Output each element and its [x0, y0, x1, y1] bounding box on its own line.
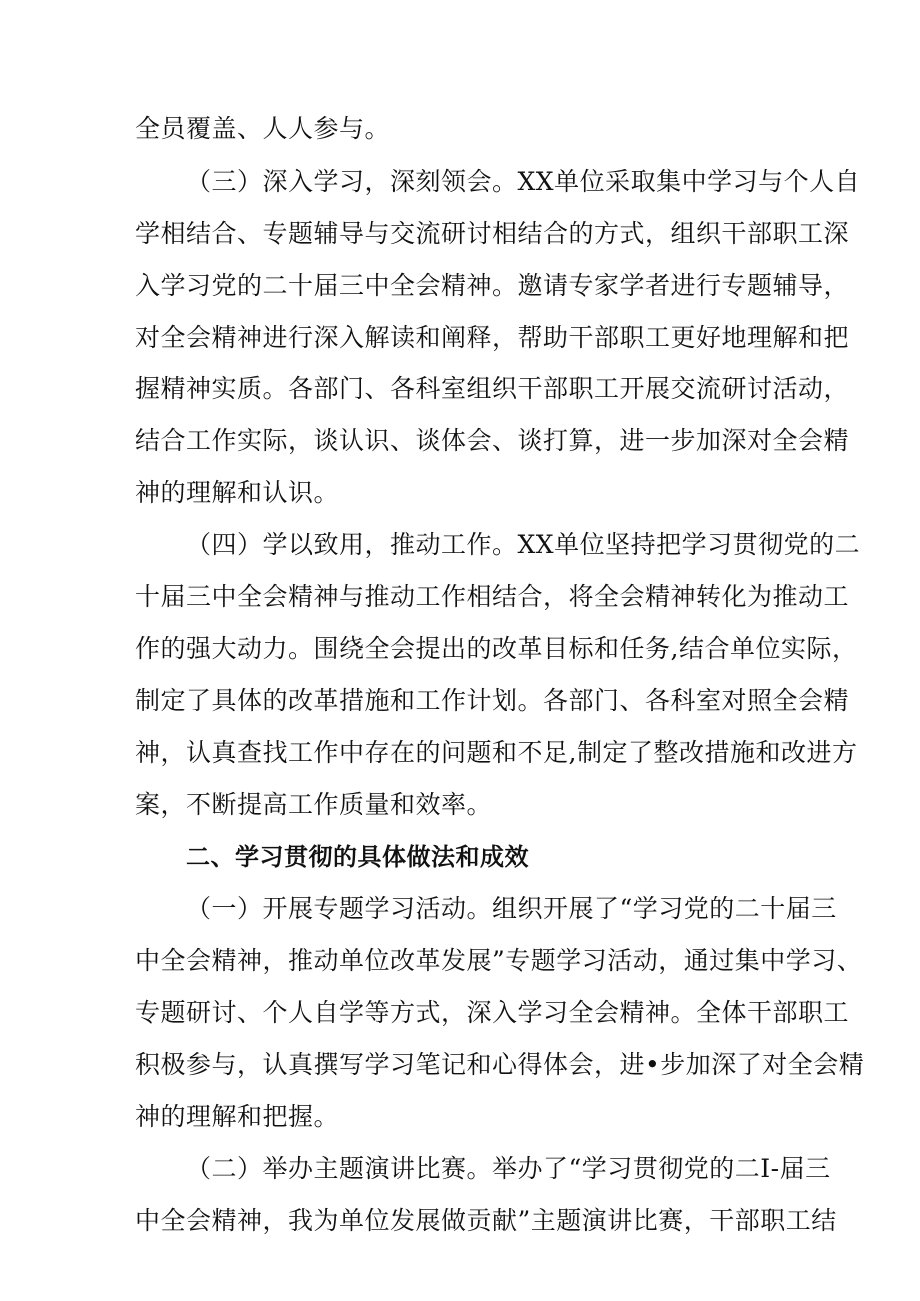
text-line: 制定了具体的改革措施和工作计划。各部门、各科室对照全会精	[135, 686, 850, 715]
text-line: （四）学以致用，推动工作。XX单位坚持把学习贯彻党的二	[186, 530, 861, 559]
text-line: 结合工作实际，谈认识、谈体会、谈打算，进一步加深对全会精	[135, 426, 850, 455]
text-line: 十届三中全会精神与推动工作相结合，将全会精神转化为推动工	[135, 582, 850, 611]
text-line: （三）深入学习，深刻领会。XX单位采取集中学习与个人自	[186, 167, 861, 196]
text-line: 案，不断提高工作质量和效率。	[135, 790, 493, 819]
text-line: 对全会精神进行深入解读和阐释，帮助干部职工更好地理解和把	[135, 323, 850, 352]
text-line: 神的理解和认识。	[135, 478, 340, 507]
section-heading: 二、学习贯彻的具体做法和成效	[186, 843, 529, 871]
text-line: 中全会精神，推动单位改革发展”专题学习活动，通过集中学习、	[135, 946, 863, 975]
text-line: 全员覆盖、人人参与。	[135, 114, 391, 143]
text-line: 中全会精神，我为单位发展做贡献”主题演讲比赛，干部职工结	[135, 1206, 837, 1235]
text-line: 握精神实质。各部门、各科室组织干部职工开展交流研讨活动，	[135, 374, 850, 403]
text-line: （一）开展专题学习活动。组织开展了“学习党的二十届三	[186, 894, 837, 923]
text-line: 神的理解和把握。	[135, 1102, 340, 1131]
text-line: 积极参与，认真撰写学习笔记和心得体会，进•步加深了对全会精	[135, 1050, 865, 1079]
text-line: 学相结合、专题辅导与交流研讨相结合的方式，组织干部职工深	[135, 219, 850, 248]
text-line: 入学习党的二十届三中全会精神。邀请专家学者进行专题辅导，	[135, 271, 850, 300]
text-line: 专题研讨、个人自学等方式，深入学习全会精神。全体干部职工	[135, 998, 850, 1027]
text-line: （二）举办主题演讲比赛。举办了“学习贯彻党的二I-届三	[186, 1154, 831, 1183]
text-line: 神，认真查找工作中存在的问题和不足,制定了整改措施和改进方	[135, 738, 858, 767]
text-line: 作的强大动力。围绕全会提出的改革目标和任务,结合单位实际，	[135, 634, 858, 663]
